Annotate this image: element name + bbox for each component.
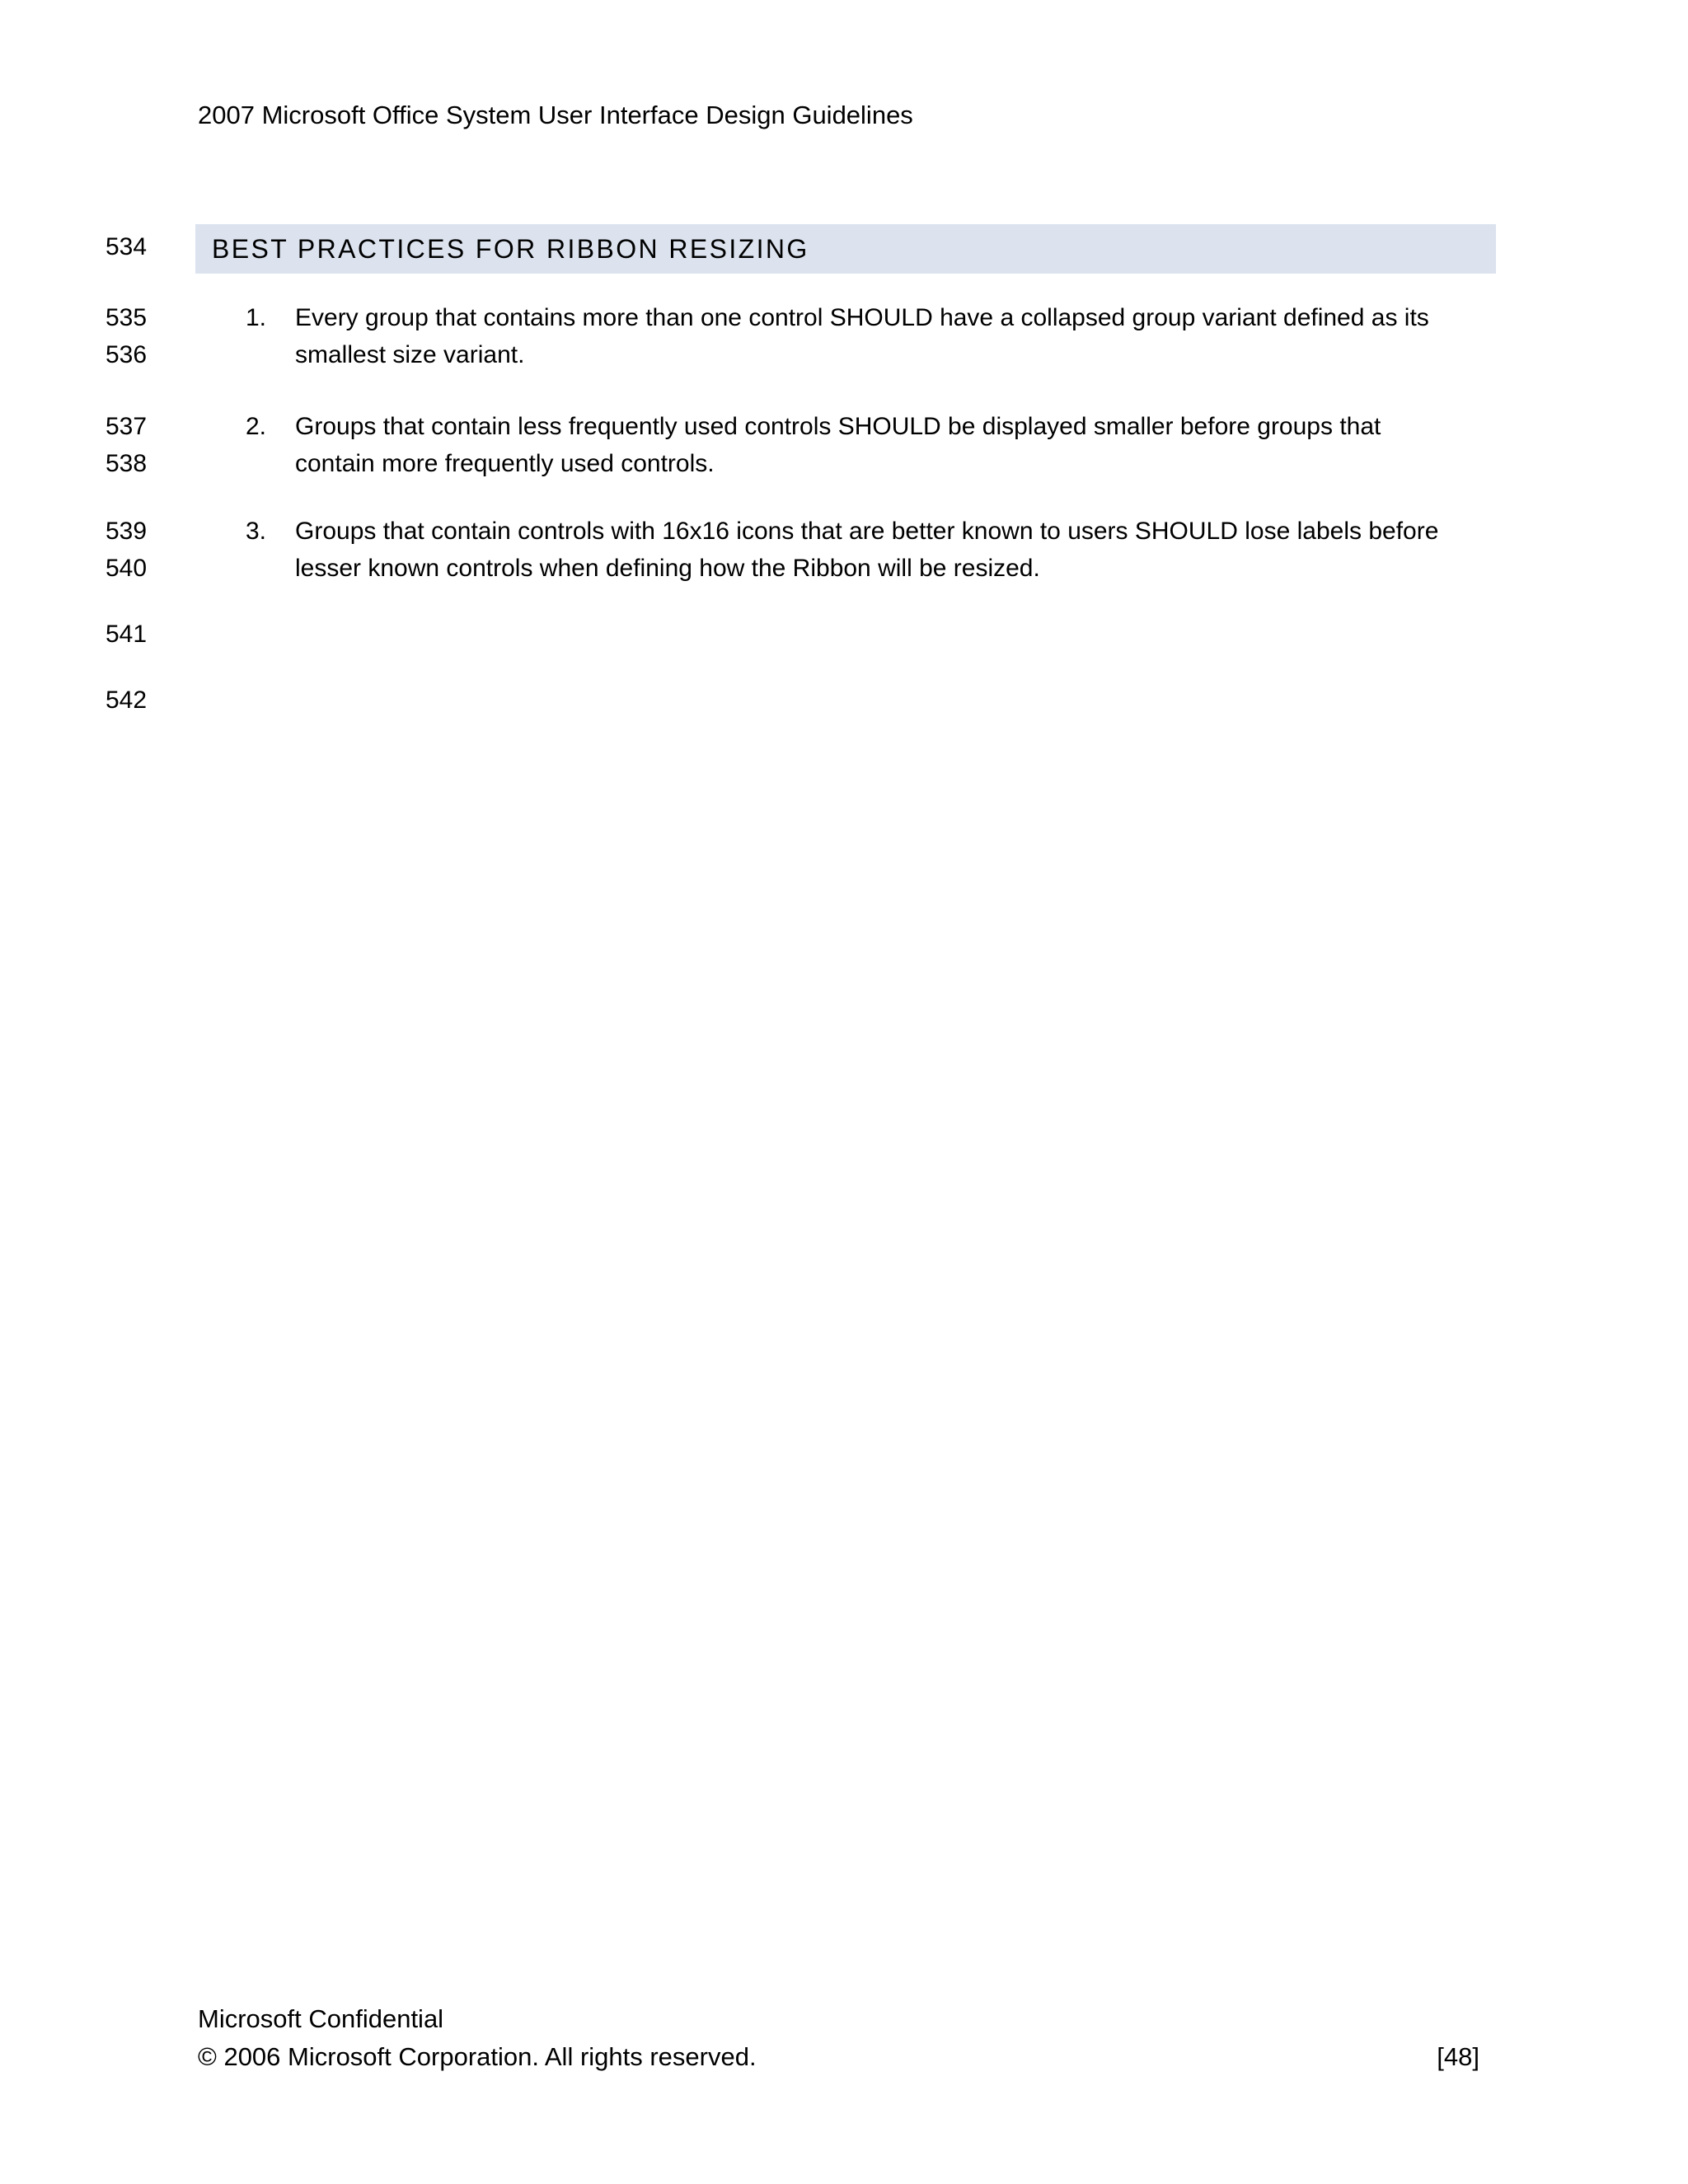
line-number: 538 bbox=[106, 450, 148, 477]
list-item-text: Groups that contain controls with 16x16 icons that are better known to users SHOULD lose labels before bbox=[295, 518, 1439, 545]
list-item-text: contain more frequently used controls. bbox=[295, 450, 715, 477]
page-number: [48] bbox=[1437, 2042, 1479, 2071]
section-heading-bar bbox=[195, 224, 1496, 274]
list-item-number: 3. bbox=[246, 518, 267, 545]
line-number: 541 bbox=[106, 621, 148, 648]
line-number: 534 bbox=[106, 233, 148, 260]
list-item-text: Groups that contain less frequently used controls SHOULD be displayed smaller before groups that bbox=[295, 413, 1381, 440]
line-number: 540 bbox=[106, 555, 148, 582]
line-number: 537 bbox=[106, 413, 148, 440]
line-number: 542 bbox=[106, 687, 148, 714]
footer-copyright: © 2006 Microsoft Corporation. All rights reserved. bbox=[198, 2042, 757, 2071]
list-item-number: 1. bbox=[246, 304, 267, 331]
list-item-number: 2. bbox=[246, 413, 267, 440]
running-header: 2007 Microsoft Office System User Interface Design Guidelines bbox=[198, 101, 913, 129]
line-number: 535 bbox=[106, 304, 148, 331]
line-number: 536 bbox=[106, 341, 148, 368]
list-item-text: smallest size variant. bbox=[295, 341, 525, 368]
line-number: 539 bbox=[106, 518, 148, 545]
list-item-text: lesser known controls when defining how the Ribbon will be resized. bbox=[295, 555, 1040, 582]
section-heading: BEST PRACTICES FOR RIBBON RESIZING bbox=[212, 234, 809, 264]
footer-confidential: Microsoft Confidential bbox=[198, 2004, 444, 2033]
list-item-text: Every group that contains more than one control SHOULD have a collapsed group variant defined as its bbox=[295, 304, 1429, 331]
